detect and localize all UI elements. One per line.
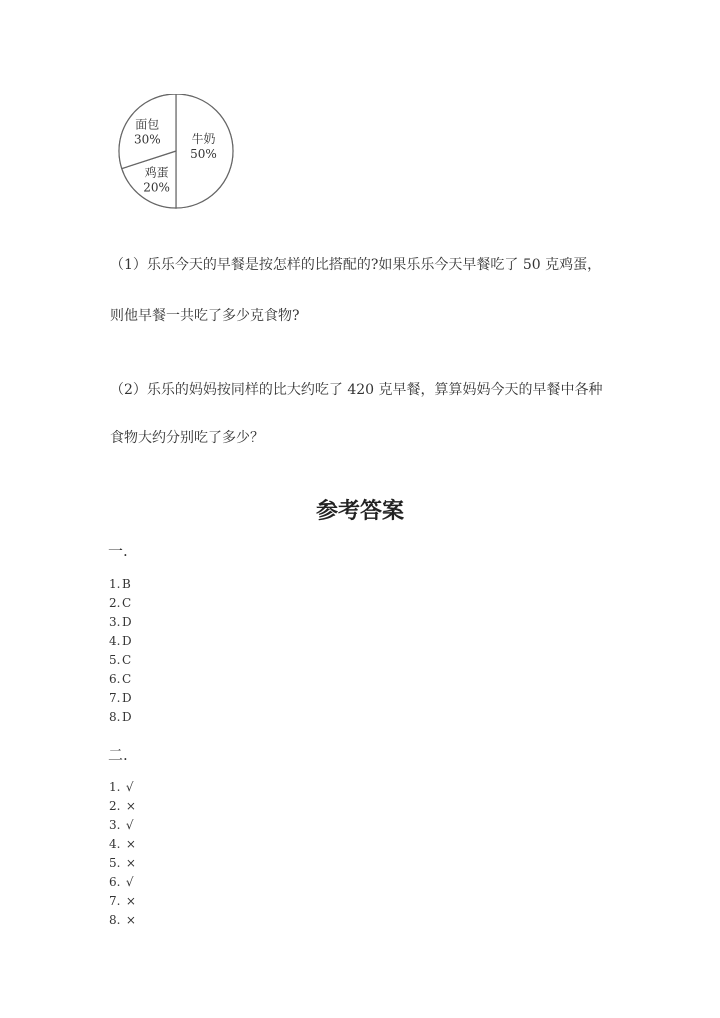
list-item [109,911,136,930]
pie-slice-value-label: 50% [190,147,217,161]
item-number: 2. [109,799,121,813]
item-answer: √ [125,818,134,832]
item-number: 3. [109,615,121,629]
item-number: 3. [109,818,121,832]
list-item [109,594,132,613]
list-item [109,835,136,854]
item-answer: C [122,653,132,667]
list-item [109,632,132,651]
item-answer: D [122,634,132,648]
list-item [109,670,132,689]
item-answer: D [122,710,132,724]
item-answer: B [122,577,131,591]
question-2-line-1: （2）乐乐的妈妈按同样的比大约吃了 420 克早餐，算算妈妈今天的早餐中各种 [110,382,603,398]
list-item [109,778,136,797]
item-answer: × [125,894,136,908]
question-1-line-2: 则他早餐一共吃了多少克食物? [110,308,300,324]
item-number: 2. [109,596,121,610]
answer-key-title: 参考答案 [315,499,404,524]
item-answer: C [122,672,132,686]
list-item [109,651,132,670]
pie-slice-value-label: 20% [143,180,170,195]
item-number: 6. [109,875,121,889]
breakfast-pie-chart [116,94,238,212]
list-item [109,689,132,708]
pie-slice-label: 牛奶 [191,132,216,146]
item-answer: √ [125,780,134,794]
item-number: 4. [109,837,121,851]
item-number: 1. [109,780,121,794]
pie-slice-label: 面包 [135,117,160,132]
item-answer: √ [125,875,134,889]
list-item [109,816,136,835]
section-1-heading: 一. [108,542,128,560]
list-item [109,854,136,873]
item-answer: × [125,913,136,927]
list-item [109,873,136,892]
item-answer: × [125,856,136,870]
question-2-line-2: 食物大约分别吃了多少？ [110,430,264,446]
section-2-heading: 二. [108,746,128,764]
section-1-answer-list [109,575,132,727]
item-number: 8. [109,913,121,927]
item-answer: × [125,799,136,813]
list-item [109,575,132,594]
pie-slice-value-label: 30% [133,132,161,147]
item-answer: C [122,596,132,610]
item-number: 8. [109,710,121,724]
list-item [109,613,132,632]
section-2-answer-list [109,778,136,930]
item-number: 5. [109,653,121,667]
question-1-line-1: （1）乐乐今天的早餐是按怎样的比搭配的?如果乐乐今天早餐吃了 50 克鸡蛋， [110,257,602,273]
item-number: 7. [109,691,121,705]
item-answer: D [122,615,132,629]
item-number: 1. [109,577,121,591]
item-number: 5. [109,856,121,870]
item-answer: D [122,691,132,705]
list-item [109,708,132,727]
item-number: 6. [109,672,121,686]
item-answer: × [125,837,136,851]
pie-slice-label: 鸡蛋 [144,165,169,180]
list-item [109,892,136,911]
item-number: 4. [109,634,121,648]
item-number: 7. [109,894,121,908]
list-item [109,797,136,816]
